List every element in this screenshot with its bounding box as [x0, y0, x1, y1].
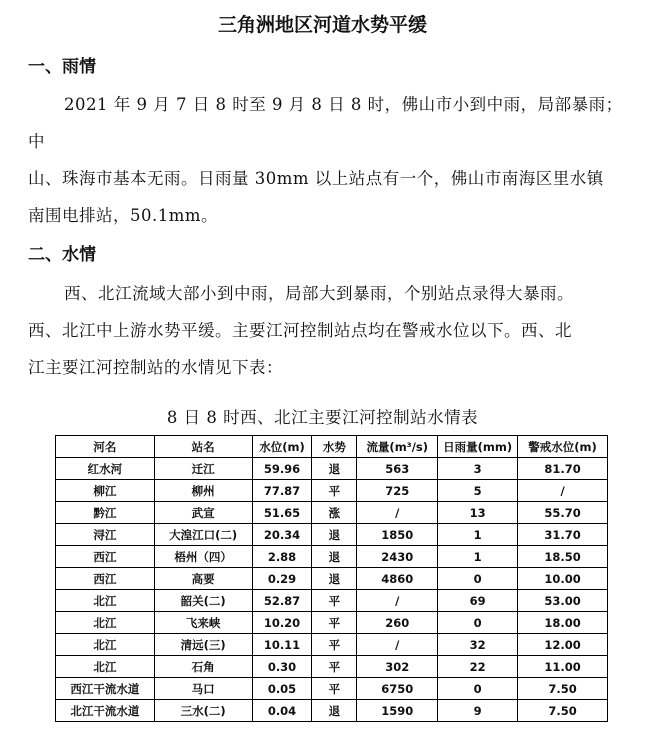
- water-level-cell: 2.88: [252, 546, 312, 568]
- table-row: [56, 458, 608, 480]
- water-level-table: [55, 435, 608, 722]
- station-cell: 马口: [154, 678, 252, 700]
- trend-cell: 平: [312, 656, 357, 678]
- col-header-trend: 水势: [312, 436, 357, 458]
- water-level-cell: 52.87: [252, 590, 312, 612]
- flow-cell: /: [357, 590, 438, 612]
- water-level-cell: 51.65: [252, 502, 312, 524]
- rainfall-cell: 3: [438, 458, 518, 480]
- water-paragraph: [28, 275, 628, 386]
- river-cell: 北江: [56, 590, 155, 612]
- table-row: [56, 502, 608, 524]
- rain-line: 南围电排站，50.1mm。: [28, 206, 219, 225]
- river-cell: 红水河: [56, 458, 155, 480]
- rainfall-cell: 1: [438, 524, 518, 546]
- river-cell: 西江干流水道: [56, 678, 155, 700]
- col-header-station: 站名: [154, 436, 252, 458]
- table-row: [56, 568, 608, 590]
- flow-cell: /: [357, 502, 438, 524]
- water-level-cell: 59.96: [252, 458, 312, 480]
- warning-level-cell: /: [518, 480, 608, 502]
- trend-cell: 退: [312, 700, 357, 722]
- station-cell: 韶关(二): [154, 590, 252, 612]
- rainfall-cell: 0: [438, 612, 518, 634]
- water-level-cell: 0.30: [252, 656, 312, 678]
- col-header-river: 河名: [56, 436, 155, 458]
- flow-cell: 6750: [357, 678, 438, 700]
- station-cell: 梧州（四）: [154, 546, 252, 568]
- flow-cell: 4860: [357, 568, 438, 590]
- water-level-cell: 77.87: [252, 480, 312, 502]
- warning-level-cell: 55.70: [518, 502, 608, 524]
- water-level-cell: 10.11: [252, 634, 312, 656]
- river-cell: 北江: [56, 634, 155, 656]
- rainfall-cell: 0: [438, 568, 518, 590]
- station-cell: 飞来峡: [154, 612, 252, 634]
- flow-cell: 563: [357, 458, 438, 480]
- water-level-cell: 20.34: [252, 524, 312, 546]
- flow-cell: /: [357, 634, 438, 656]
- rainfall-cell: 1: [438, 546, 518, 568]
- page-title: 三角洲地区河道水势平缓: [217, 14, 427, 36]
- trend-cell: 平: [312, 634, 357, 656]
- table-row: [56, 612, 608, 634]
- flow-cell: 1850: [357, 524, 438, 546]
- water-heading: 二、水情: [28, 245, 96, 265]
- rainfall-cell: 13: [438, 502, 518, 524]
- trend-cell: 退: [312, 568, 357, 590]
- water-level-cell: 10.20: [252, 612, 312, 634]
- rain-heading: 一、雨情: [28, 57, 96, 77]
- flow-cell: 302: [357, 656, 438, 678]
- table-row: [56, 546, 608, 568]
- rainfall-cell: 0: [438, 678, 518, 700]
- col-header-warning-level: 警戒水位(m): [518, 436, 608, 458]
- rainfall-cell: 5: [438, 480, 518, 502]
- trend-cell: 退: [312, 546, 357, 568]
- river-cell: 北江: [56, 656, 155, 678]
- table-header-row: [56, 436, 608, 458]
- trend-cell: 涨: [312, 502, 357, 524]
- table-caption: 8 日 8 时西、北江主要江河控制站水情表: [166, 408, 479, 427]
- table-body: [56, 458, 608, 722]
- flow-cell: 725: [357, 480, 438, 502]
- river-cell: 西江: [56, 568, 155, 590]
- table-row: [56, 524, 608, 546]
- warning-level-cell: 53.00: [518, 590, 608, 612]
- warning-level-cell: 81.70: [518, 458, 608, 480]
- river-cell: 西江: [56, 546, 155, 568]
- warning-level-cell: 10.00: [518, 568, 608, 590]
- rain-line: [28, 86, 628, 160]
- river-cell: 北江: [56, 612, 155, 634]
- river-cell: 柳江: [56, 480, 155, 502]
- warning-level-cell: 11.00: [518, 656, 608, 678]
- table-row: [56, 700, 608, 722]
- station-cell: 大湟江口(二): [154, 524, 252, 546]
- station-cell: 迁江: [154, 458, 252, 480]
- water-level-cell: 0.04: [252, 700, 312, 722]
- table-row: [56, 634, 608, 656]
- warning-level-cell: 7.50: [518, 700, 608, 722]
- table-row: [56, 656, 608, 678]
- trend-cell: 平: [312, 678, 357, 700]
- river-cell: 北江干流水道: [56, 700, 155, 722]
- warning-level-cell: 18.00: [518, 612, 608, 634]
- col-header-flow: 流量(m³/s): [357, 436, 438, 458]
- flow-cell: 2430: [357, 546, 438, 568]
- station-cell: 高要: [154, 568, 252, 590]
- water-line: 江主要江河控制站的水情见下表：: [28, 358, 283, 377]
- table-row: [56, 480, 608, 502]
- water-line: [28, 275, 628, 312]
- station-cell: 石角: [154, 656, 252, 678]
- rainfall-cell: 32: [438, 634, 518, 656]
- warning-level-cell: 7.50: [518, 678, 608, 700]
- table-row: [56, 590, 608, 612]
- table-row: [56, 678, 608, 700]
- water-level-cell: 0.05: [252, 678, 312, 700]
- col-header-water-level: 水位(m): [252, 436, 312, 458]
- flow-cell: 260: [357, 612, 438, 634]
- rainfall-cell: 69: [438, 590, 518, 612]
- rainfall-cell: 22: [438, 656, 518, 678]
- station-cell: 清远(三): [154, 634, 252, 656]
- water-line: 西、北江中上游水势平缓。主要江河控制站点均在警戒水位以下。西、北: [28, 321, 572, 340]
- trend-cell: 平: [312, 480, 357, 502]
- rain-line-text: 2021 年 9 月 7 日 8 时至 9 月 8 日 8 时，佛山市小到中雨，局部暴雨；中: [28, 95, 623, 151]
- river-cell: 浔江: [56, 524, 155, 546]
- rain-paragraph: [28, 86, 628, 234]
- river-cell: 黔江: [56, 502, 155, 524]
- station-cell: 三水(二): [154, 700, 252, 722]
- flow-cell: 1590: [357, 700, 438, 722]
- trend-cell: 退: [312, 458, 357, 480]
- col-header-rainfall: 日雨量(mm): [438, 436, 518, 458]
- water-level-cell: 0.29: [252, 568, 312, 590]
- rainfall-cell: 9: [438, 700, 518, 722]
- station-cell: 柳州: [154, 480, 252, 502]
- warning-level-cell: 31.70: [518, 524, 608, 546]
- station-cell: 武宣: [154, 502, 252, 524]
- rain-line: 山、珠海市基本无雨。日雨量 30mm 以上站点有一个，佛山市南海区里水镇: [28, 169, 604, 188]
- water-line-text: 西、北江流域大部小到中雨，局部大到暴雨，个别站点录得大暴雨。: [64, 284, 574, 303]
- warning-level-cell: 12.00: [518, 634, 608, 656]
- trend-cell: 平: [312, 590, 357, 612]
- trend-cell: 退: [312, 524, 357, 546]
- trend-cell: 平: [312, 612, 357, 634]
- warning-level-cell: 18.50: [518, 546, 608, 568]
